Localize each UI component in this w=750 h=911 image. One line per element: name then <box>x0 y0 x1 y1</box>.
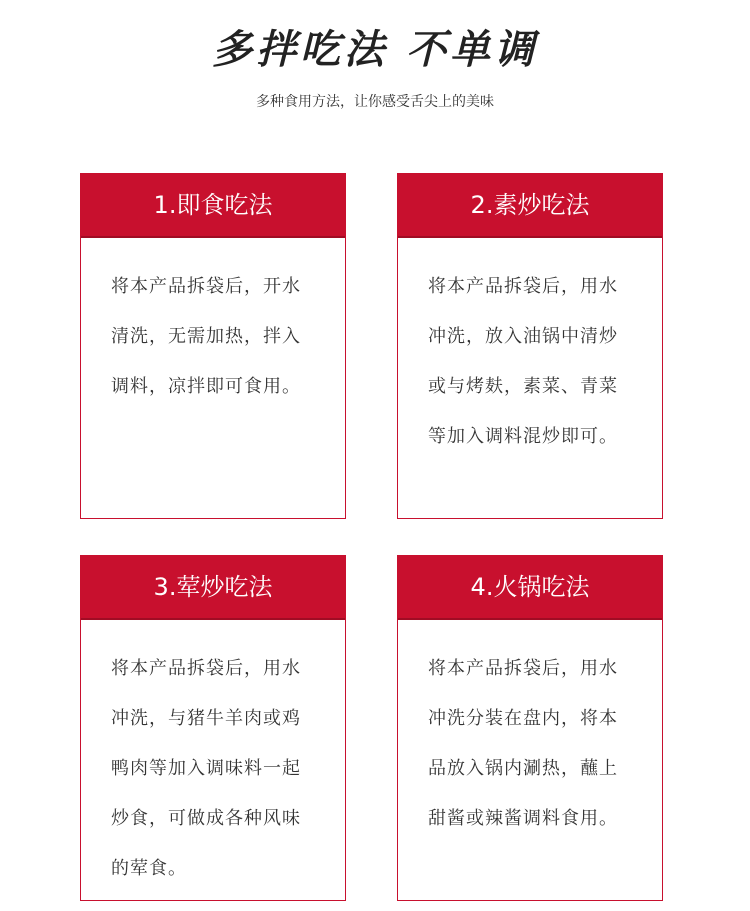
method-card-title: 4.火锅吃法 <box>398 556 662 620</box>
description-line: 炒食，可做成各种风味 <box>111 808 301 829</box>
description-line: 品放入锅内涮热，蘸上 <box>428 758 618 779</box>
method-card-title: 3.荤炒吃法 <box>81 556 345 620</box>
method-card-vegetarian-stirfry <box>397 173 663 519</box>
description-line: 将本产品拆袋后，用水 <box>428 276 618 297</box>
description-line: 调料，凉拌即可食用。 <box>111 376 301 397</box>
description-line: 将本产品拆袋后，开水 <box>111 276 301 297</box>
method-card-meat-stirfry <box>80 555 346 901</box>
description-line: 等加入调料混炒即可。 <box>428 426 618 447</box>
method-card-description <box>398 620 662 844</box>
page-title <box>0 22 750 78</box>
description-line: 鸭肉等加入调味料一起 <box>111 758 301 779</box>
description-line: 冲洗分装在盘内，将本 <box>428 708 618 729</box>
description-line: 甜酱或辣酱调料食用。 <box>428 808 618 829</box>
method-card-instant <box>80 173 346 519</box>
page-title-right: 不单调 <box>406 26 538 73</box>
page-title-left: 多拌吃法 <box>212 26 388 73</box>
method-card-description <box>81 238 345 412</box>
method-card-description <box>398 238 662 462</box>
method-card-description <box>81 620 345 894</box>
description-line: 冲洗，与猪牛羊肉或鸡 <box>111 708 301 729</box>
description-line: 的荤食。 <box>111 858 187 879</box>
method-card-title: 2.素炒吃法 <box>398 174 662 238</box>
method-card-title: 1.即食吃法 <box>81 174 345 238</box>
description-line: 或与烤麸，素菜、青菜 <box>428 376 618 397</box>
method-card-hotpot <box>397 555 663 901</box>
description-line: 清洗，无需加热，拌入 <box>111 326 301 347</box>
page-subtitle: 多种食用方法，让你感受舌尖上的美味 <box>256 94 494 110</box>
description-line: 将本产品拆袋后，用水 <box>428 658 618 679</box>
description-line: 将本产品拆袋后，用水 <box>111 658 301 679</box>
description-line: 冲洗，放入油锅中清炒 <box>428 326 618 347</box>
